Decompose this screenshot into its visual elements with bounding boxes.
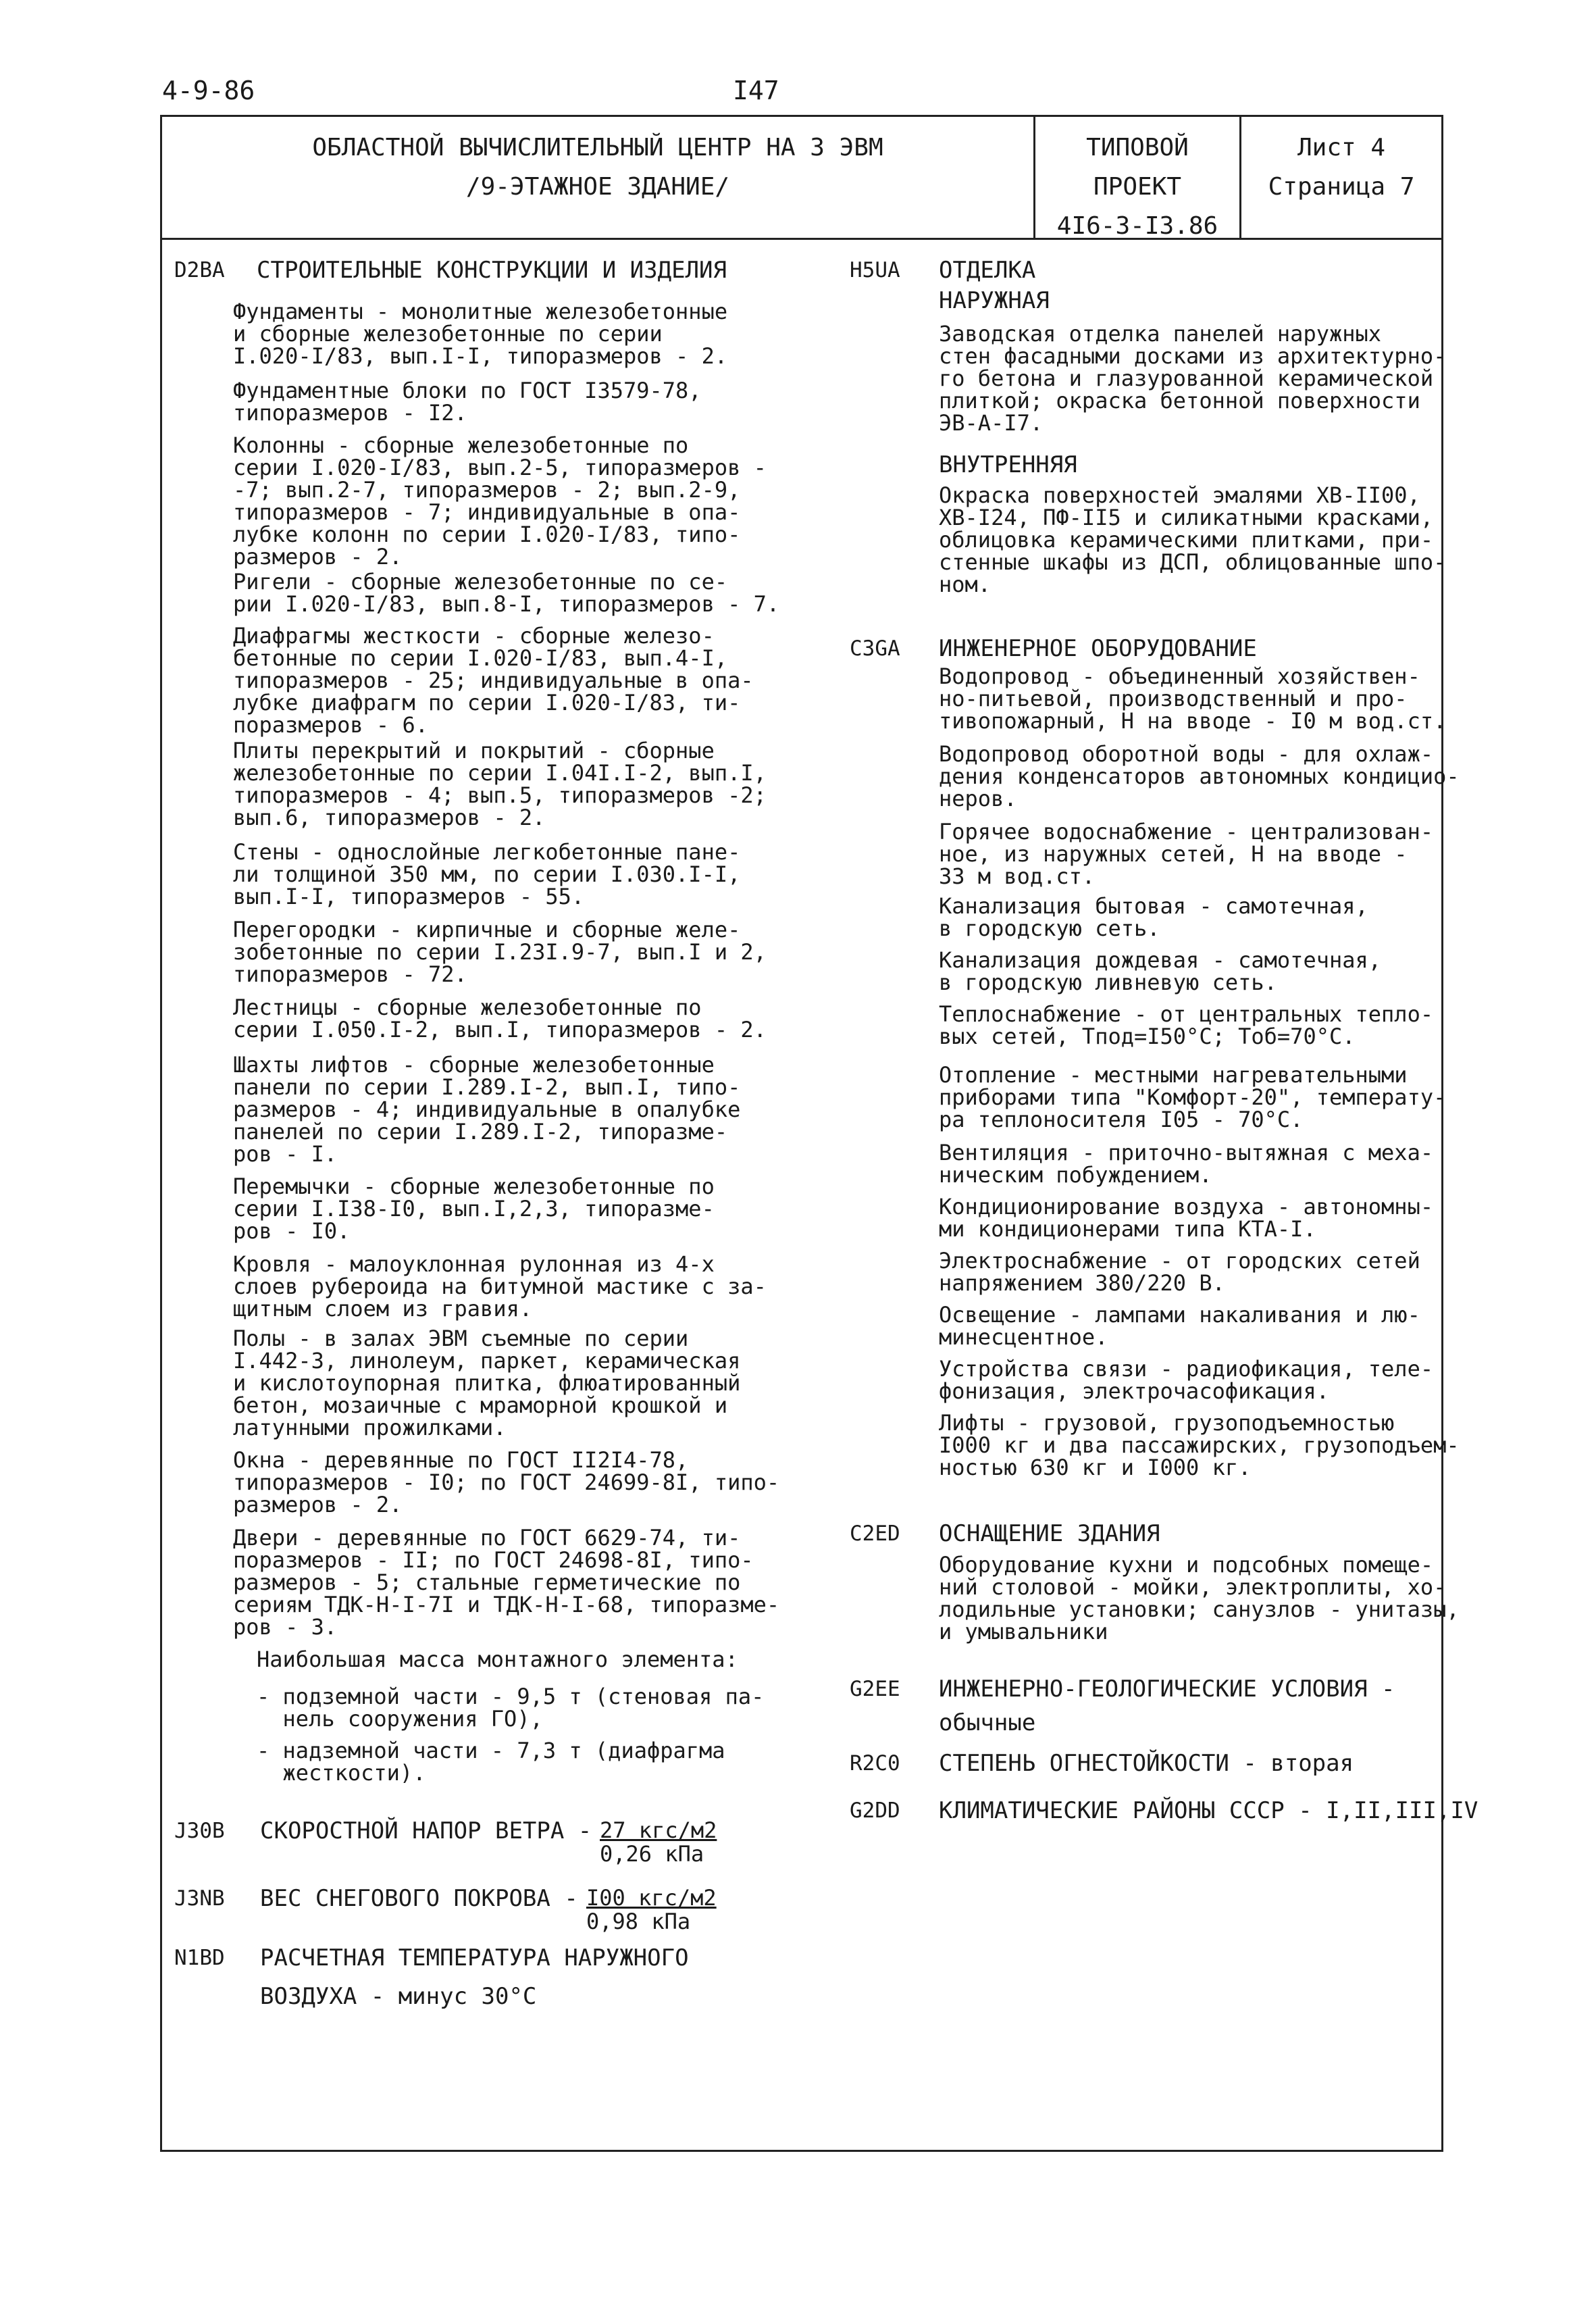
- design-temperature-label: РАСЧЕТНАЯ ТЕМПЕРАТУРА НАРУЖНОГО: [260, 1944, 689, 1971]
- geology-value: обычные: [939, 1709, 1036, 1736]
- wind-load-value-si: 0,26 кПа: [600, 1841, 704, 1867]
- paragraph: Горячее водоснабжение - централизован- ное, из наружных сетей, Н на вводе - 33 м вод.ст.: [939, 819, 1434, 889]
- sheet-number: Лист 4: [1297, 134, 1386, 161]
- section-code: N1BD: [174, 1946, 225, 1970]
- paragraph: Лифты - грузовой, грузоподъемностью I000 кг и два пассажирских, грузоподъем- ностью 630 кг и I000 кг.: [939, 1410, 1460, 1480]
- paragraph: Колонны - сборные железобетонные по серии I.020-I/83, вып.2-5, типоразмеров - -7; вып.2-7, типоразмеров - 2; вып.2-9, типоразмеров - 7; индивидуальные в опа- лубке колонн по серии I.020-I/83, типо- размеров - 2.: [233, 432, 767, 570]
- snow-load-label: ВЕС СНЕГОВОГО ПОКРОВА -: [260, 1885, 578, 1912]
- wind-load-label: СКОРОСТНОЙ НАПОР ВЕТРА -: [260, 1817, 592, 1844]
- list-item: - подземной части - 9,5 т (стеновая па- нель сооружения ГО),: [257, 1684, 765, 1732]
- paragraph: Полы - в залах ЭВМ съемные по серии I.442-3, линолеум, паркет, керамическая и кислотоупорная плитка, флюатированный бетон, мозаичные с мраморной крошкой и латунными прожилками.: [233, 1326, 741, 1440]
- section-heading: ОТДЕЛКА: [939, 257, 1036, 284]
- fire-resistance: СТЕПЕНЬ ОГНЕСТОЙКОСТИ - вторая: [939, 1750, 1354, 1777]
- paragraph: Окраска поверхностей эмалями ХВ-II00, ХВ-I24, ПФ-II5 и силикатными красками, облицовка керамическими плитками, при- стенные шкафы из ДСП, облицованные шпо- ном.: [939, 482, 1447, 597]
- subsection-heading: НАРУЖНАЯ: [939, 287, 1050, 314]
- paragraph: Перемычки - сборные железобетонные по серии I.I38-I0, вып.I,2,3, типоразме- ров - I0.: [233, 1174, 715, 1244]
- page-number: I47: [733, 76, 779, 105]
- paragraph: Вентиляция - приточно-вытяжная с меха- ническим побуждением.: [939, 1140, 1434, 1188]
- section-heading: СТРОИТЕЛЬНЫЕ КОНСТРУКЦИИ И ИЗДЕЛИЯ: [257, 257, 727, 284]
- snow-load-value-si: 0,98 кПа: [586, 1909, 691, 1934]
- paragraph: Канализация дождевая - самотечная, в городскую ливневую сеть.: [939, 947, 1382, 995]
- paragraph: Кондиционирование воздуха - автономны- ми кондиционерами типа КТА-I.: [939, 1194, 1434, 1242]
- paragraph: Диафрагмы жесткости - сборные железо- бетонные по серии I.020-I/83, вып.4-I, типоразмеров - 25; индивидуальные в опа- лубке диафрагм по серии I.020-I/83, ти- поразмеров - 6.: [233, 623, 754, 738]
- section-code: R2C0: [850, 1751, 900, 1776]
- section-code: G2DD: [850, 1799, 900, 1823]
- paragraph: Канализация бытовая - самотечная, в городскую сеть.: [939, 893, 1368, 941]
- section-code: C3GA: [850, 636, 900, 661]
- project-cell: [1035, 128, 1239, 246]
- title-line: /9-ЭТАЖНОЕ ЗДАНИЕ/: [465, 173, 730, 201]
- project-number: 4I6-3-I3.86: [1056, 212, 1218, 240]
- design-temperature-value: ВОЗДУХА - минус 30°С: [260, 1983, 537, 2010]
- paragraph: Кровля - малоуклонная рулонная из 4-х слоев рубероида на битумной мастике с за- щитным слоем из гравия.: [233, 1251, 767, 1322]
- paragraph: Водопровод оборотной воды - для охлаж- дения конденсаторов автономных кондицио- неров.: [939, 741, 1460, 811]
- paragraph: Освещение - лампами накаливания и лю- минесцентное.: [939, 1302, 1420, 1350]
- section-heading: ИНЖЕНЕРНОЕ ОБОРУДОВАНИЕ: [939, 635, 1257, 662]
- project-label: ТИПОВОЙ ПРОЕКТ: [1086, 134, 1189, 201]
- section-code: J3NB: [174, 1886, 225, 1911]
- paragraph: Двери - деревянные по ГОСТ 6629-74, ти- поразмеров - II; по ГОСТ 24698-8I, типо- размеров - 5; стальные герметические по сериям ТДК-Н-I-7I и ТДК-Н-I-68, типоразме- ров - 3.: [233, 1525, 780, 1640]
- section-code: D2BA: [174, 258, 225, 282]
- paragraph: Теплоснабжение - от центральных тепло- вых сетей, Тпод=I50°С; Тоб=70°С.: [939, 1001, 1434, 1049]
- paragraph: Стены - однослойные легкобетонные пане- ли толщиной 350 мм, по серии I.030.I-I, вып.I-I, типоразмеров - 55.: [233, 839, 741, 909]
- paragraph: Плиты перекрытий и покрытий - сборные железобетонные по серии I.04I.I-2, вып.I, типоразмеров - 4; вып.5, типоразмеров -2; вып.6, типоразмеров - 2.: [233, 738, 767, 830]
- subsection-heading: ВНУТРЕННЯЯ: [939, 451, 1077, 478]
- document-title: [162, 128, 1033, 207]
- section-code: J30B: [174, 1819, 225, 1843]
- section-code: G2EE: [850, 1677, 900, 1701]
- section-heading: ИНЖЕНЕРНО-ГЕОЛОГИЧЕСКИЕ УСЛОВИЯ -: [939, 1676, 1395, 1703]
- section-code: C2ED: [850, 1521, 900, 1546]
- list-item: - надземной части - 7,3 т (диафрагма жесткости).: [257, 1738, 725, 1786]
- paragraph: Лестницы - сборные железобетонные по серии I.050.I-2, вып.I, типоразмеров - 2.: [233, 995, 767, 1042]
- paragraph: Оборудование кухни и подсобных помеще- ний столовой - мойки, электроплиты, хо- лодильные установки; санузлов - унитазы, и умывальники: [939, 1552, 1460, 1644]
- paragraph: Ригели - сборные железобетонные по се- рии I.020-I/83, вып.8-I, типоразмеров - 7.: [233, 569, 780, 617]
- wind-load-value: 27 кгс/м2: [600, 1817, 717, 1843]
- page-of-sheet: Страница 7: [1268, 173, 1415, 201]
- paragraph: Устройства связи - радиофикация, теле- фонизация, электрочасофикация.: [939, 1356, 1434, 1404]
- paragraph: Электроснабжение - от городских сетей напряжением 380/220 В.: [939, 1248, 1420, 1296]
- document-code: 4-9-86: [162, 76, 255, 105]
- paragraph: Заводская отделка панелей наружных стен фасадными досками из архитектурно- го бетона и глазурованной керамической плиткой; окраска бетонной поверхности ЭВ-А-I7.: [939, 321, 1447, 436]
- paragraph: Окна - деревянные по ГОСТ II2I4-78, типоразмеров - I0; по ГОСТ 24699-8I, типо- размеров - 2.: [233, 1447, 780, 1517]
- title-line: ОБЛАСТНОЙ ВЫЧИСЛИТЕЛЬНЫЙ ЦЕНТР НА 3 ЭВМ: [312, 134, 883, 161]
- climate-regions: КЛИМАТИЧЕСКИЕ РАЙОНЫ СССР - I,II,III,IV: [939, 1797, 1478, 1824]
- paragraph: Фундаменты - монолитные железобетонные и сборные железобетонные по серии I.020-I/83, вып.I-I, типоразмеров - 2.: [233, 299, 728, 369]
- paragraph: Наибольшая масса монтажного элемента:: [257, 1646, 738, 1672]
- paragraph: Отопление - местными нагревательными приборами типа "Комфорт-20", температу- ра теплоносителя I05 - 70°С.: [939, 1062, 1447, 1132]
- section-heading: ОСНАЩЕНИЕ ЗДАНИЯ: [939, 1520, 1160, 1547]
- snow-load-value: I00 кгс/м2: [586, 1885, 717, 1911]
- paragraph: Фундаментные блоки по ГОСТ I3579-78, типоразмеров - I2.: [233, 378, 702, 426]
- sheet-cell: [1241, 128, 1441, 207]
- section-code: H5UA: [850, 258, 900, 282]
- paragraph: Перегородки - кирпичные и сборные желе- зобетонные по серии I.23I.9-7, вып.I и 2, типоразмеров - 72.: [233, 917, 767, 987]
- paragraph: Водопровод - объединенный хозяйствен- но-питьевой, производственный и про- тивопожарный, Н на вводе - I0 м вод.ст.: [939, 663, 1447, 734]
- paragraph: Шахты лифтов - сборные железобетонные панели по серии I.289.I-2, вып.I, типо- размеров - 4; индивидуальные в опалубке панелей по серии I.289.I-2, типоразме- ров - I.: [233, 1052, 741, 1167]
